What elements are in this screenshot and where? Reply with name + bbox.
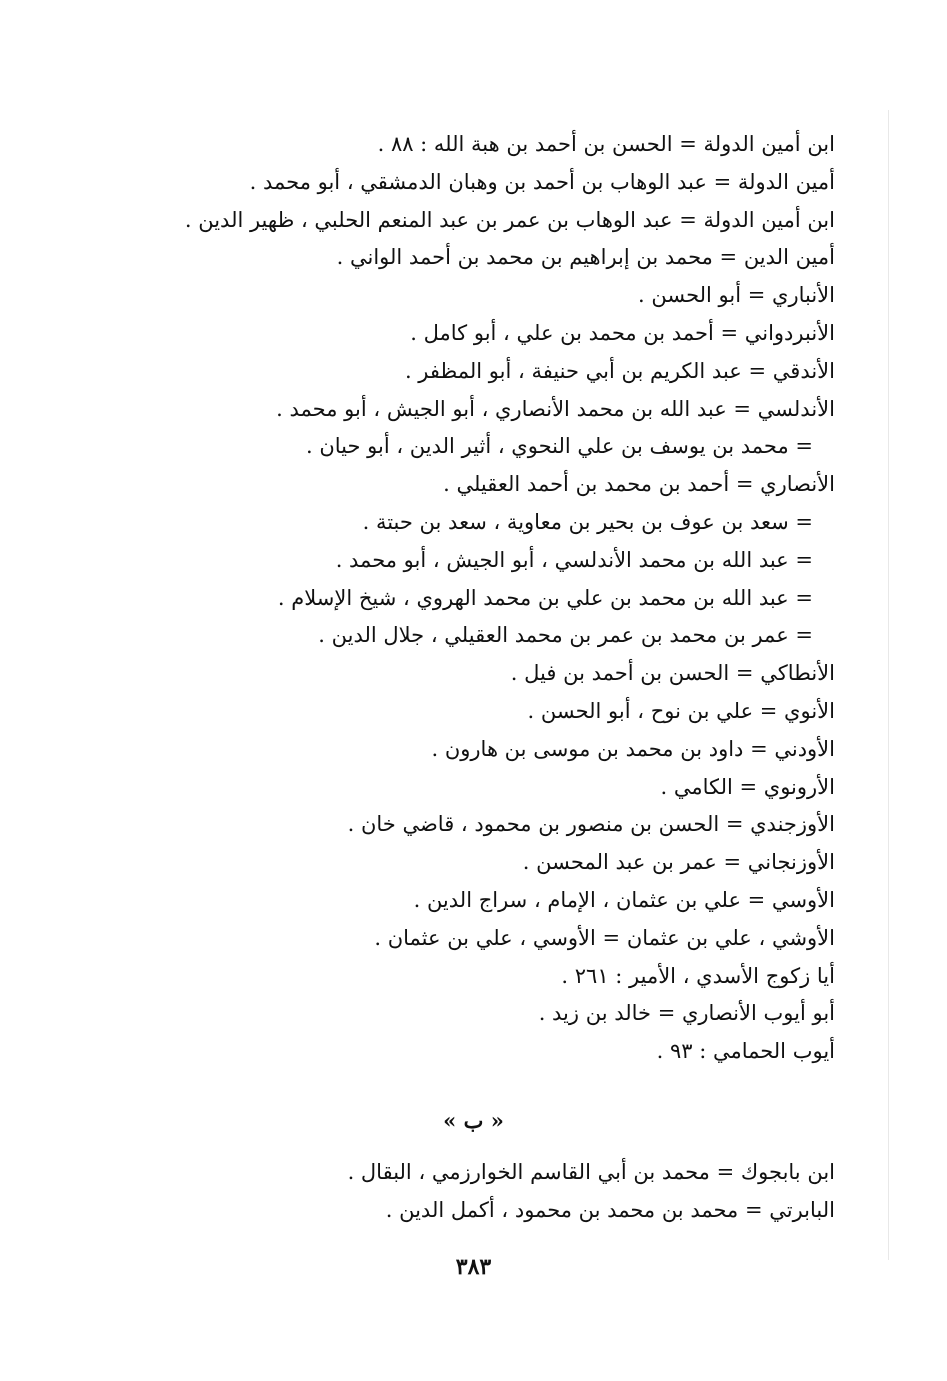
index-entry: الأوزنجاني = عمر بن عبد المحسن . (522, 850, 835, 875)
index-entry: الأودني = داود بن محمد بن موسى بن هارون . (431, 736, 835, 761)
index-entry: الأوشي ، علي بن عثمان = الأوسي ، علي بن عثمان . (374, 925, 835, 950)
index-entry: ابن بابجوك = محمد بن أبي القاسم الخوارزمي ، البقال . (347, 1160, 835, 1184)
index-entry: الأندقي = عبد الكريم بن أبي حنيفة ، أبو المظفر . (404, 358, 835, 383)
index-entry: أمين الدولة = عبد الوهاب بن أحمد بن وهبان الدمشقي ، أبو محمد . (249, 169, 835, 194)
index-entry: أمين الدين = محمد بن إبراهيم بن محمد بن أحمد الواني . (336, 245, 835, 270)
index-entry: أيا زكوج الأسدي ، الأمير : ٢٦١ . (561, 963, 835, 988)
index-entry: البابرتي = محمد بن محمد بن محمود ، أكمل الدين . (385, 1197, 835, 1222)
index-entry: ابن أمين الدولة = عبد الوهاب بن عمر بن عبد المنعم الحلبي ، ظهير الدين . (184, 207, 835, 232)
index-subentry: = عبد الله بن محمد بن علي بن محمد الهروي ، شيخ الإسلام . (277, 585, 813, 610)
section-heading: « ب » (443, 1108, 504, 1133)
index-entry: الأنباري = أبو الحسن . (638, 283, 835, 308)
index-entry: الأنصاري = أحمد بن محمد بن أحمد العقيلي . (443, 472, 835, 497)
index-subentry: = محمد بن يوسف بن علي النحوي ، أثير الدين ، أبو حيان . (305, 434, 813, 459)
index-entry: الأنوي = علي بن نوح ، أبو الحسن . (527, 698, 835, 723)
section-entries-list (115, 1154, 835, 1230)
index-entry: الأوسي = علي بن عثمان ، الإمام ، سراج الدين . (413, 887, 835, 912)
index-entry: الأرونوي = الكامي . (660, 774, 835, 799)
index-subentry: = سعد بن عوف بن بحير بن معاوية ، سعد بن حبتة . (362, 509, 813, 534)
index-entry: ابن أمين الدولة = الحسن بن أحمد بن هبة الله : ٨٨ . (377, 132, 835, 156)
index-subentry: = عمر بن محمد بن عمر بن محمد العقيلي ، جلال الدين . (318, 623, 813, 648)
index-entry: أبو أيوب الأنصاري = خالد بن زيد . (538, 1001, 835, 1026)
index-entry: أيوب الحمامي : ٩٣ . (656, 1039, 835, 1064)
page-edge-shadow (888, 110, 889, 1260)
index-subentry: = عبد الله بن محمد الأندلسي ، أبو الجيش ، أبو محمد . (335, 547, 813, 572)
index-entry: الأوزجندي = الحسن بن منصور بن محمود ، قاضي خان . (347, 812, 835, 837)
index-entries-list (115, 126, 835, 1071)
page-number: ٣٨٣ (455, 1254, 492, 1280)
index-entry: الأنطاكي = الحسن بن أحمد بن فيل . (510, 661, 835, 686)
index-entry: الأنبردواني = أحمد بن محمد بن علي ، أبو كامل . (410, 320, 835, 345)
index-entry: الأندلسي = عبد الله بن محمد الأنصاري ، أبو الجيش ، أبو محمد . (276, 396, 835, 421)
